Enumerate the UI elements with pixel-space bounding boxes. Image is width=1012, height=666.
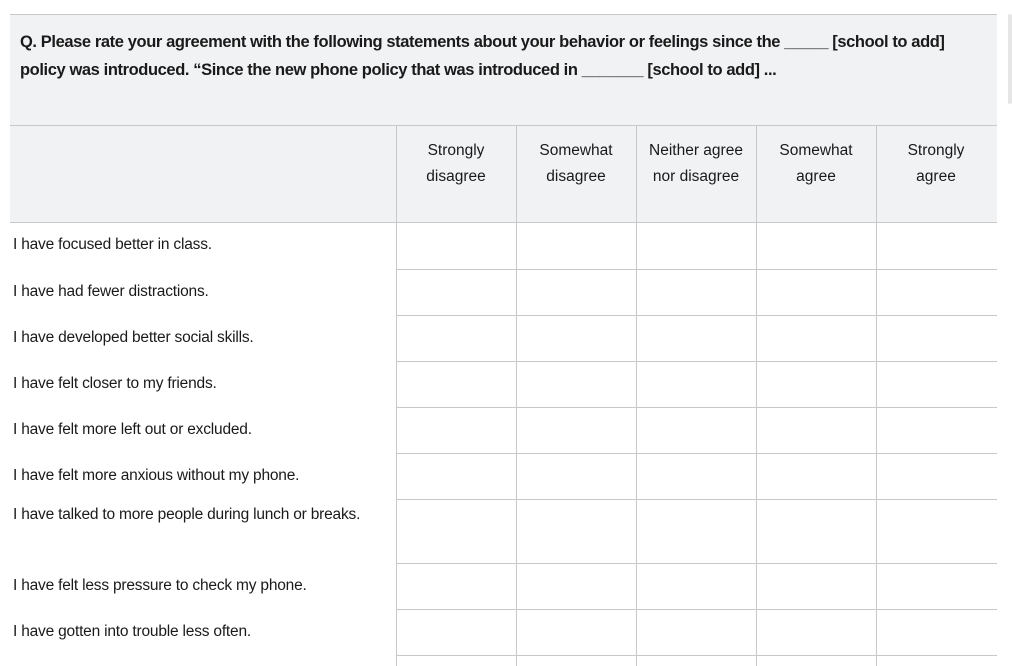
rating-cell[interactable] <box>757 500 876 563</box>
column-header: Strongly agree <box>907 142 965 185</box>
statement-label: I have had fewer distractions. <box>13 283 209 300</box>
statement-label: I have gotten into trouble less often. <box>13 623 251 640</box>
rating-cell[interactable] <box>757 223 876 269</box>
rating-cell[interactable] <box>397 564 516 609</box>
rating-cell[interactable] <box>637 270 756 315</box>
rating-cell[interactable] <box>637 223 756 269</box>
rating-cell[interactable] <box>517 408 636 453</box>
statement-label: I have felt closer to my friends. <box>13 375 217 392</box>
rating-cell[interactable] <box>757 270 876 315</box>
question-text: Q. Please rate your agreement with the following statements about your behavior or feelings since the _____ [school to add] policy was introduced. “Since the new phone policy that was introduced in _______ [school to add] ... <box>20 33 945 79</box>
rating-cell[interactable] <box>637 316 756 361</box>
rating-cell[interactable] <box>517 316 636 361</box>
rating-cell[interactable] <box>517 362 636 407</box>
rating-cell[interactable] <box>397 500 516 563</box>
rating-cell[interactable] <box>877 408 996 453</box>
rating-cell[interactable] <box>397 454 516 499</box>
rating-cell[interactable] <box>397 270 516 315</box>
statement-label: I have felt less pressure to check my phone. <box>13 577 307 594</box>
column-header: Somewhat agree <box>779 142 853 185</box>
statement-label: I have felt more left out or excluded. <box>13 421 252 438</box>
statement-label: I have focused better in class. <box>13 236 212 253</box>
rating-cell[interactable] <box>757 454 876 499</box>
rating-cell[interactable] <box>637 454 756 499</box>
rating-cell[interactable] <box>517 500 636 563</box>
rating-cell[interactable] <box>877 270 996 315</box>
rating-cell[interactable] <box>397 408 516 453</box>
rating-cell[interactable] <box>877 454 996 499</box>
rating-cell[interactable] <box>637 610 756 655</box>
rating-cell[interactable] <box>397 610 516 655</box>
row-divider <box>396 655 997 656</box>
rating-cell[interactable] <box>637 408 756 453</box>
rating-cell[interactable] <box>757 408 876 453</box>
rating-cell[interactable] <box>757 316 876 361</box>
rating-cell[interactable] <box>637 564 756 609</box>
rating-cell[interactable] <box>517 610 636 655</box>
rating-cell[interactable] <box>877 564 996 609</box>
rating-cell[interactable] <box>517 270 636 315</box>
rating-cell[interactable] <box>877 316 996 361</box>
statement-label: I have talked to more people during lunch or breaks. <box>13 506 361 523</box>
scrollbar[interactable] <box>1008 14 1012 104</box>
rating-cell[interactable] <box>877 500 996 563</box>
rating-cell[interactable] <box>517 564 636 609</box>
rating-cell[interactable] <box>637 500 756 563</box>
rating-cell[interactable] <box>757 564 876 609</box>
rating-cell[interactable] <box>517 454 636 499</box>
rating-cell[interactable] <box>397 223 516 269</box>
rating-cell[interactable] <box>397 362 516 407</box>
column-header: Strongly disagree <box>426 142 486 185</box>
rating-cell[interactable] <box>517 223 636 269</box>
rating-cell[interactable] <box>757 362 876 407</box>
statement-label: I have developed better social skills. <box>13 329 254 346</box>
column-header: Somewhat disagree <box>539 142 613 185</box>
rating-cell[interactable] <box>397 316 516 361</box>
rating-cell[interactable] <box>757 610 876 655</box>
statement-label: I have felt more anxious without my phone. <box>13 467 300 484</box>
column-header: Neither agree nor disagree <box>649 142 743 185</box>
rating-cell[interactable] <box>877 362 996 407</box>
rating-cell[interactable] <box>637 362 756 407</box>
rating-cell[interactable] <box>877 610 996 655</box>
rating-cell[interactable] <box>877 223 996 269</box>
question-header <box>10 14 997 126</box>
